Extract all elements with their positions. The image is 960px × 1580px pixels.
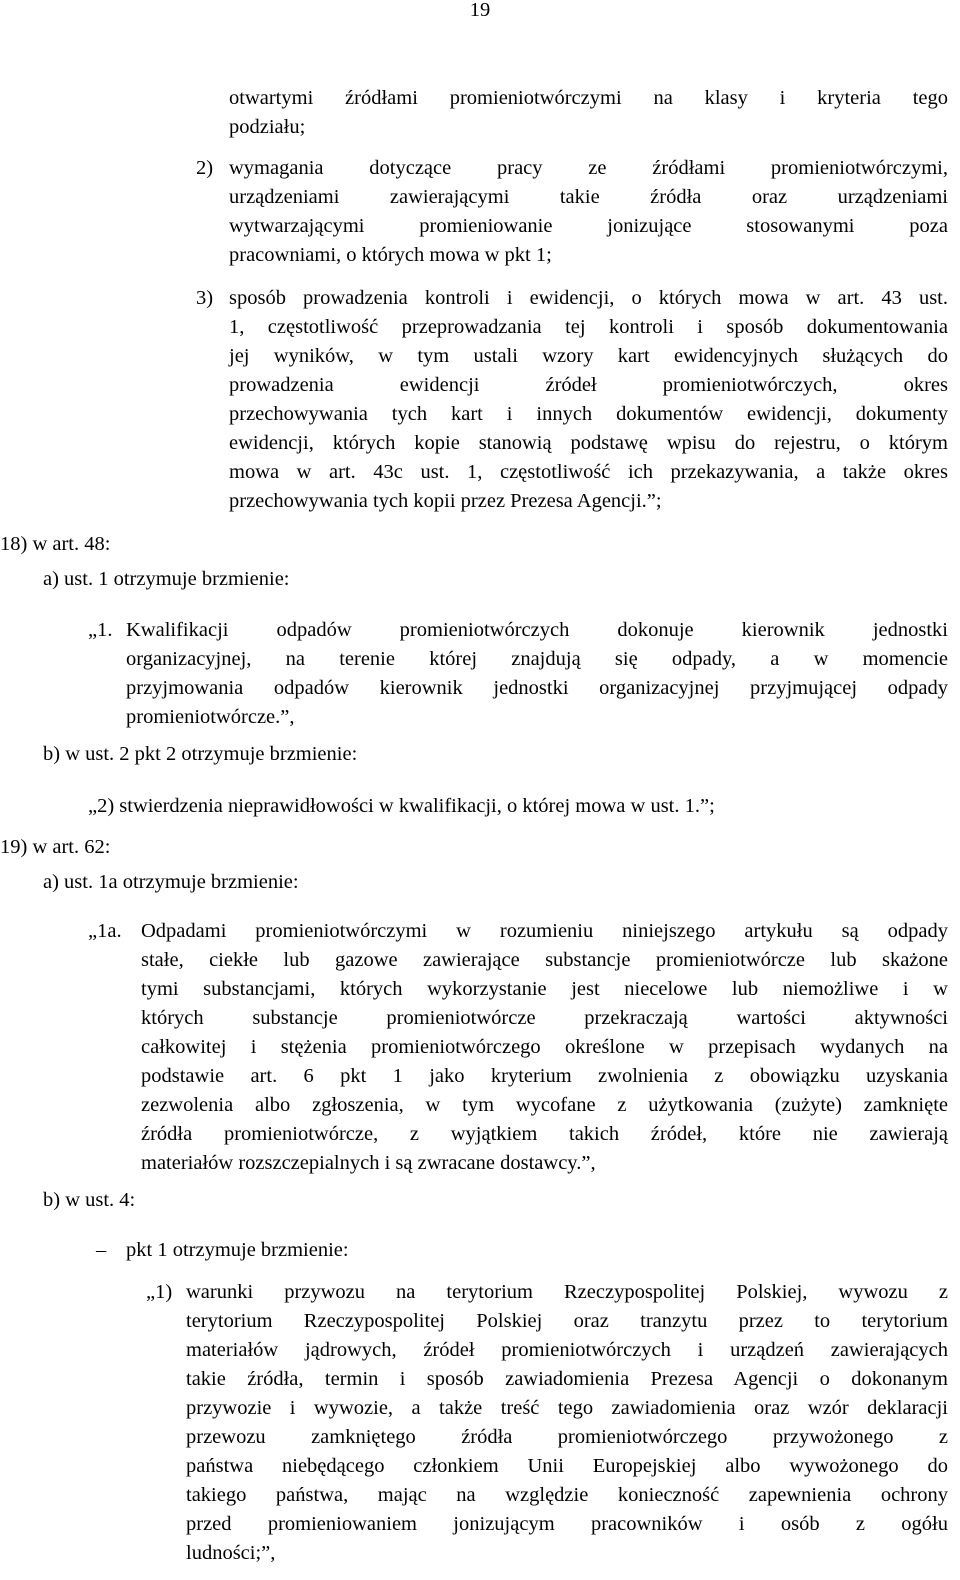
item-3-line: ewidencji, których kopie stanowią podstawę wpisu do rejestru, o którym [229,432,948,454]
quote-1-line: promieniotwórcze.”, [126,706,295,728]
intro-paragraph [229,84,948,142]
item-2-number: 2) [196,157,214,179]
section-18-heading: 18) w art. 48: [0,533,111,555]
section-19-heading: 19) w art. 62: [0,836,111,858]
quote-pkt1-line: państwa niebędącego członkiem Unii Europejskiej albo wywożonego do [186,1455,948,1477]
quote-1-number: „1. [88,619,113,641]
quote-pkt1-number: „1) [146,1281,173,1303]
quote-pkt1-line: terytorium Rzeczypospolitej Polskiej oraz tranzytu przez to terytorium [186,1310,948,1332]
quote-1a-line: Odpadami promieniotwórczymi w rozumieniu niniejszego artykułu są odpady [141,920,948,942]
item-3-line: przechowywania tych kart i innych dokumentów ewidencji, dokumenty [229,403,948,425]
quote-1a-line: tymi substancjami, których wykorzystanie jest niecelowe lub niemożliwe i w [141,978,948,1000]
item-3-line: sposób prowadzenia kontroli i ewidencji, o których mowa w art. 43 ust. [229,287,948,309]
quote-pkt1-line: przed promieniowaniem jonizującym pracowników i osób z ogółu [186,1513,948,1535]
quote-1a-line: materiałów rozszczepialnych i są zwracane dostawcy.”, [141,1152,596,1174]
quote-1a-line: źródła promieniotwórcze, z wyjątkiem takich źródeł, które nie zawierają [141,1123,948,1145]
quote-1-line: przyjmowania odpadów kierownik jednostki organizacyjnej przyjmującej odpady [126,677,948,699]
quote-pkt1-line: przywozie i wywozie, a także treść tego zawiadomienia oraz wzór deklaracji [186,1397,948,1419]
quote-1a-line: stałe, ciekłe lub gazowe zawierające substancje promieniotwórcze lub skażone [141,949,948,971]
item-2-line: pracowniami, o których mowa w pkt 1; [229,244,552,266]
quote-pkt1-text [186,1278,948,1568]
item-3-line: prowadzenia ewidencji źródeł promieniotwórczych, okres [229,374,948,396]
quote-1-text [126,616,948,732]
quote-pkt1-line: ludności;”, [186,1542,276,1564]
intro-line: podziału; [229,116,306,138]
quote-1-line: organizacyjnej, na terenie której znajdują się odpady, a w momencie [126,648,948,670]
item-3-text [229,284,948,516]
item-2-line: urządzeniami zawierającymi takie źródła oraz urządzeniami [229,186,948,208]
item-2-line: wytwarzającymi promieniowanie jonizujące stosowanymi poza [229,215,948,237]
dash-marker: – [96,1239,107,1261]
section-18-a-heading: a) ust. 1 otrzymuje brzmienie: [43,568,290,590]
quote-pkt1-line: takie źródła, termin i sposób zawiadomienia Prezesa Agencji o dokonanym [186,1368,948,1390]
quote-1a-line: podstawie art. 6 pkt 1 jako kryterium zwolnienia z obowiązku uzyskania [141,1065,948,1087]
quote-1a-line: całkowitej i stężenia promieniotwórczego określone w przepisach wydanych na [141,1036,948,1058]
quote-pkt1-line: takiego państwa, mając na względzie konieczność zapewnienia ochrony [186,1484,948,1506]
quote-1a-line: zezwolenia albo zgłoszenia, w tym wycofane z użytkowania (zużyte) zamknięte [141,1094,948,1116]
quote-1a-number: „1a. [88,920,122,942]
section-19-b-heading: b) w ust. 4: [43,1189,136,1211]
quote-pkt1-line: warunki przywozu na terytorium Rzeczypospolitej Polskiej, wywozu z [186,1281,948,1303]
item-3-line: 1, częstotliwość przeprowadzania tej kontroli i sposób dokumentowania [229,316,948,338]
item-2-text [229,154,948,270]
quote-pkt1-line: przewozu zamkniętego źródła promieniotwórczego przywożonego z [186,1426,948,1448]
item-3-line: mowa w art. 43c ust. 1, częstotliwość ich przekazywania, a także okres [229,461,948,483]
quote-1a-text [141,917,948,1178]
page-number: 19 [469,0,491,21]
item-3-number: 3) [196,287,214,309]
pkt-1-heading: pkt 1 otrzymuje brzmienie: [126,1239,349,1261]
quote-2-text: „2) stwierdzenia nieprawidłowości w kwalifikacji, o której mowa w ust. 1.”; [88,795,715,817]
quote-1-line: Kwalifikacji odpadów promieniotwórczych dokonuje kierownik jednostki [126,619,948,641]
item-3-line: przechowywania tych kopii przez Prezesa Agencji.”; [229,490,662,512]
section-18-b-heading: b) w ust. 2 pkt 2 otrzymuje brzmienie: [43,743,358,765]
item-2-line: wymagania dotyczące pracy ze źródłami promieniotwórczymi, [229,157,948,179]
section-19-a-heading: a) ust. 1a otrzymuje brzmienie: [43,871,299,893]
quote-pkt1-line: materiałów jądrowych, źródeł promieniotwórczych i urządzeń zawierających [186,1339,948,1361]
item-3-line: jej wyników, w tym ustali wzory kart ewidencyjnych służących do [229,345,948,367]
quote-1a-line: których substancje promieniotwórcze przekraczają wartości aktywności [141,1007,948,1029]
intro-line: otwartymi źródłami promieniotwórczymi na klasy i kryteria tego [229,87,948,109]
